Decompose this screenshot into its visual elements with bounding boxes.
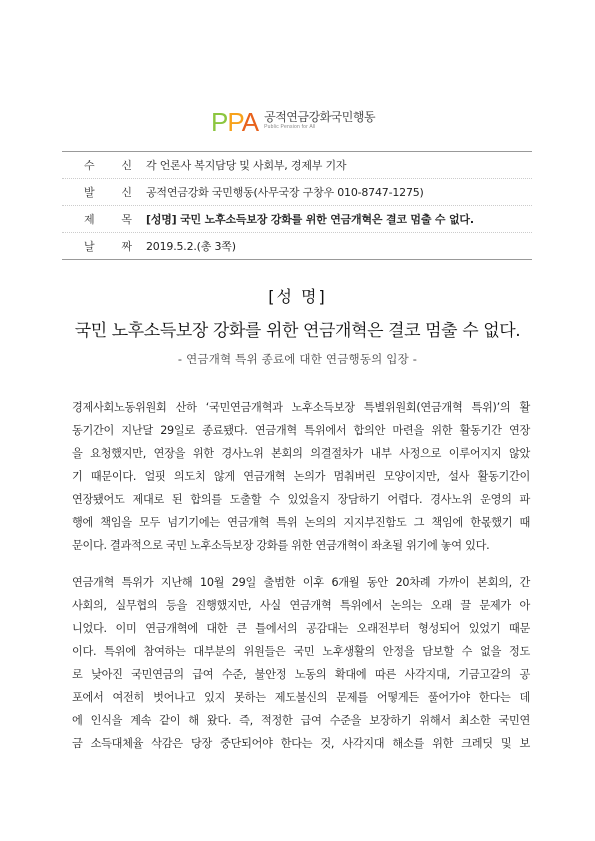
paragraph-line: 연장됐어도 제대로 된 합의를 도출할 수 있었을지 장담하기 어렵다. 경사노위 운영의 파 — [72, 493, 530, 506]
press-release-header — [62, 151, 532, 260]
paragraph-line: 금 소득대체율 삭감은 당장 중단되어야 한다는 것, 사각지대 해소를 위한 크레딧 및 보 — [72, 737, 530, 750]
paragraph-line: 기 때문이다. 얼핏 의도치 않게 연금개혁 논의가 멈춰버린 모양이지만, 설사 활동기간이 — [72, 470, 530, 483]
statement-label: [성 명] — [268, 287, 327, 306]
header-row-subject — [62, 206, 532, 233]
paragraph-line: 로 낮아진 국민연금의 급여 수준, 불안정 노동의 확대에 따른 사각지대, 기금고갈의 공 — [72, 668, 530, 681]
paragraph-line: 을 요청했지만, 연장을 위한 경사노위 본회의 의결절차가 내부 사정으로 이루어지지 않았 — [72, 447, 530, 460]
header-key: 제 목 — [84, 213, 132, 226]
body-paragraph-2 — [72, 571, 530, 755]
paragraph-line: 포에서 여전히 벗어나고 있지 못하는 제도불신의 문제를 어떻게든 풀어가야 한다는 데 — [72, 691, 530, 704]
organization-logo — [211, 107, 376, 137]
header-key: 수 신 — [84, 159, 132, 172]
logo-org-name: 공적연금강화국민행동 — [264, 110, 376, 124]
logo-text — [264, 110, 375, 130]
body-paragraph-1 — [72, 396, 530, 557]
header-key: 발 신 — [84, 186, 132, 199]
paragraph-line: 니었다. 이미 연금개혁에 대한 큰 틀에서의 공감대는 오래전부터 형성되어 있었기 때문 — [72, 622, 530, 635]
paragraph-line: 사회의, 실무협의 등을 진행했지만, 사실 연금개혁 특위에서 논의는 오래 끌 문제가 아 — [72, 599, 530, 612]
header-value-date: 2019.5.2.(총 3쪽) — [146, 240, 236, 253]
header-value-subject: [성명] 국민 노후소득보장 강화를 위한 연금개혁은 결코 멈출 수 없다. — [146, 213, 474, 226]
paragraph-line: 이다. 특위에 참여하는 대부분의 위원들은 국민 노후생활의 안정을 담보할 수 없을 정도 — [72, 645, 530, 658]
document-title: 국민 노후소득보장 강화를 위한 연금개혁은 결코 멈출 수 없다. — [74, 321, 521, 341]
paragraph-line: 문이다. 결과적으로 국민 노후소득보장 강화를 위한 연금개혁이 좌초될 위기에 놓여 있다. — [72, 539, 490, 552]
paragraph-line: 경제사회노동위원회 산하 ‘국민연금개혁과 노후소득보장 특별위원회(연금개혁 특위)’의 활 — [72, 401, 530, 414]
paragraph-line: 동기간이 지난달 29일로 종료됐다. 연금개혁 특위에서 합의안 마련을 위한 활동기간 연장 — [72, 424, 530, 437]
header-row-recipient — [62, 152, 532, 179]
header-value-sender: 공적연금강화 국민행동(사무국장 구창우 010-8747-1275) — [146, 186, 424, 199]
logo-subtitle: Public Pension for All — [264, 124, 316, 130]
logo-mark: PPA — [211, 107, 259, 137]
paragraph-line: 에 인식을 계속 같이 해 왔다. 즉, 적정한 급여 수준을 보장하기 위해서 최소한 국민연 — [72, 714, 530, 727]
paragraph-line: 행에 책임을 모두 넘기기에는 연금개혁 특위 논의의 지지부진함도 그 책임에 한몫했기 때 — [72, 516, 530, 529]
header-row-sender — [62, 179, 532, 206]
header-value-recipient: 각 언론사 복지담당 및 사회부, 경제부 기자 — [146, 159, 347, 172]
header-row-date — [62, 233, 532, 259]
header-key: 날 짜 — [84, 240, 132, 253]
paragraph-line: 연금개혁 특위가 지난해 10월 29일 출범한 이후 6개월 동안 20차례 가까이 본회의, 간 — [72, 576, 530, 589]
document-subtitle: - 연금개혁 특위 종료에 대한 연금행동의 입장 - — [177, 352, 418, 366]
